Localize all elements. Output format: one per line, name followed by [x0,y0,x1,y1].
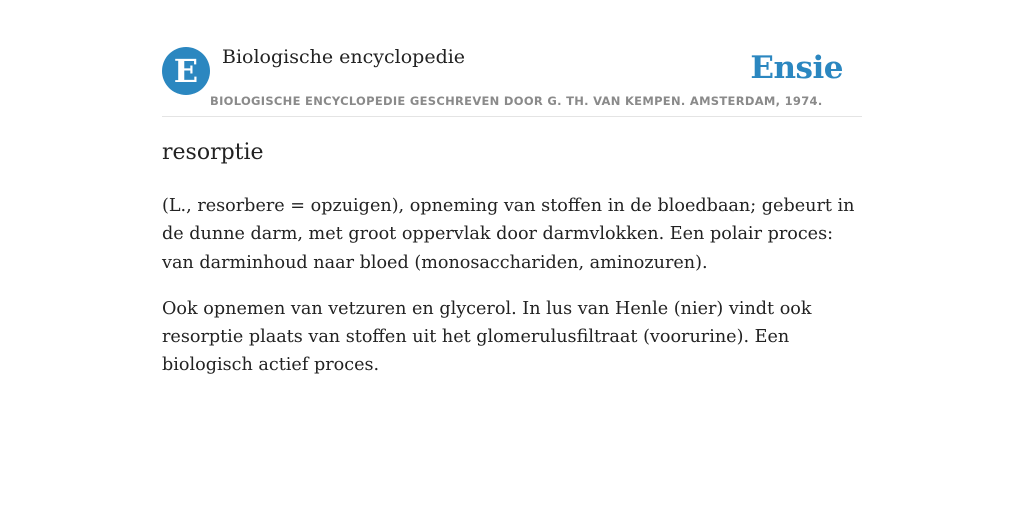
entry-paragraph: (L., resorbere = opzuigen), opneming van stoffen in de bloedbaan; gebeurt in de dunne darm, met groot oppervlak door darmvlokken. Een polair proces: van darminhoud naar bloed (monosacchariden, aminozuren). [162,196,855,273]
entry-body [162,192,862,398]
page-header [162,0,862,117]
entry-title: resorptie [162,140,264,165]
entry-paragraph: Ook opnemen van vetzuren en glycerol. In lus van Henle (nier) vindt ook resorptie plaats van stoffen uit het glomerulusfiltraat (voorurine). Een biologisch actief proces. [162,298,812,376]
ensie-brand-logo[interactable]: Ensie [750,50,843,86]
source-attribution: BIOLOGISCHE ENCYCLOPEDIE GESCHREVEN DOOR G. TH. VAN KEMPEN. AMSTERDAM, 1974. [210,94,823,108]
encyclopedia-logo-icon[interactable] [162,47,210,95]
encyclopedia-name-link[interactable]: Biologische encyclopedie [222,46,466,68]
page-container [162,0,862,376]
logo-letter: E [173,52,199,90]
